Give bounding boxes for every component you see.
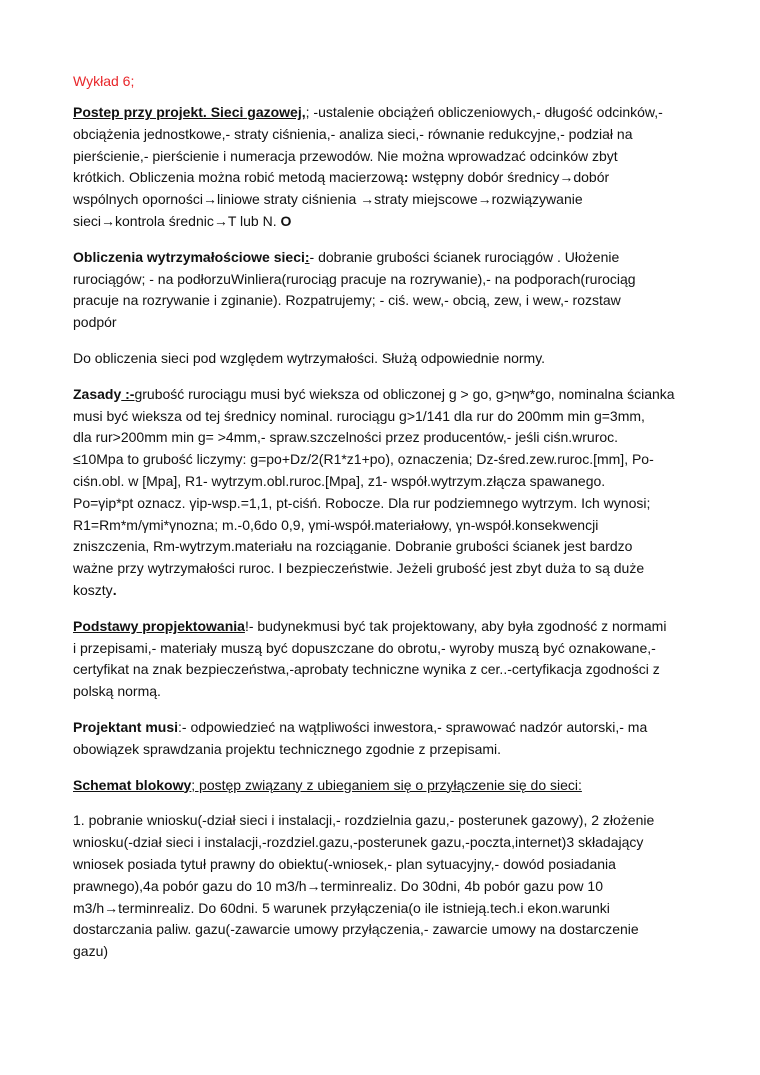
heading-rules: Zasady (73, 385, 122, 402)
paragraph-block-scheme: Schemat blokowy; postęp związany z ubieganiem się o przyłączenie się do sieci: (73, 776, 582, 793)
paragraph-design-basis: Podstawy propjektowania!- budynekmusi być tak projektowany, aby była zgodność z normami i przepisami,- materiały muszą być dopuszczane do obrotu,- wyroby muszą być oznakowane,- certyfikat na znak bezpieczeństwa,-aprobaty techniczne wynika z cer..-certyfikacja zgodności z polską normą. (73, 617, 667, 700)
document-body (73, 70, 691, 977)
heading-strength-calculations: Obliczenia wytrzymałościowe sieci (73, 248, 305, 265)
paragraph-gas-network-design: Postep przy projekt. Sieci gazowej,; -ustalenie obciążeń obliczeniowych,- długość odcinków,- obciążenia jednostkowe,- straty ciśnienia,- analiza sieci,- równanie redukcyjne,- podział na pierścienie,- pierścienie i numeracja przewodów. Nie można wprowadzać odcinków zbyt krótkich. Obliczenia można robić metodą macierzową: wstępny dobór średnicy→dobór wspólnych oporności→liniowe straty ciśnienia →straty miejscowe→rozwiązywanie sieci→kontrola średnic→T lub N. O (73, 104, 663, 229)
heading-designer-duties: Projektant musi (73, 718, 179, 735)
paragraph-strength-calculations: Obliczenia wytrzymałościowe sieci:- dobranie grubości ścianek rurociągów . Ułożenie rurociągów; - na podłorzuWinliera(rurociąg pracuje na rozrywanie),- na podporach(rurociąg pracuje na rozrywanie i zginanie). Rozpatrujemy; - ciś. wew,- obcią, zew, i wew,- rozstaw podpór (73, 248, 636, 331)
paragraph-designer-duties: Projektant musi:- odpowiedzieć na wątpliwości inwestora,- sprawować nadzór autorski,- ma obowiązek sprawdzania projektu technicznego zgodnie z przepisami. (73, 718, 648, 757)
heading-design-basis: Podstawy propjektowania (73, 617, 245, 634)
heading-block-scheme: Schemat blokowy (73, 776, 192, 793)
paragraph-connection-steps: 1. pobranie wniosku(-dział sieci i instalacji,- rozdzielnia gazu,- posterunek gazowy), 2 złożenie wniosku(-dział sieci i instalacji,-rozdziel.gazu,-posterunek gazu,-poczta,internet)3 składający wniosek posiada tytuł prawny do obiektu(-wniosek,- plan sytuacyjny,- dowód posiadania prawnego),4a pobór gazu do 10 m3/h→terminrealiz. Do 30dni, 4b pobór gazu pow 10 m3/h→terminrealiz. Do 60dni. 5 warunek przyłączenia(o ile istnieją.tech.i ekon.warunki dostarczania paliw. gazu(-zawarcie umowy przyłączenia,- zawarcie umowy na dostarczenie gazu) (73, 812, 655, 960)
heading-gas-network-design: Postep przy projekt. Sieci gazowej, (73, 104, 306, 120)
paragraph-rules: Zasady :-grubość rurociągu musi być wieksza od obliczonej g > go, g>ηw*go, nominalna ścianka musi być wieksza od tej średnicy nominal. rurociągu g>1/141 dla rur do 200mm min g=3mm, dla rur>200mm min g= >4mm,- spraw.szczelności przez producentów,- jeśli ciśn.wruroc. ≤10Mpa to grubość liczymy: g=po+Dz/2(R1*z1+po), oznaczenia; Dz-śred.zew.ruroc.[mm], Po- ciśn.obl. w [Mpa], R1- wytrzym.obl.ruroc.[Mpa], z1- współ.wytrzym.złącza spawanego. Po=γip*pt oznacz. γip-wsp.=1,1, pt-ciśń. Robocze. Dla rur podziemnego wytrzym. Ich wynosi; R1=Rm*m/γmi*γnozna; m.-0,6do 0,9, γmi-współ.materiałowy, γn-współ.konsekwencji zniszczenia, Rm-wytrzym.materiału na rozciąganie. Dobranie grubości ścianek jest bardzo ważne przy wytrzymałości ruroc. I bezpieczeństwie. Jeżeli grubość jest zbyt duża to są duże koszty. (73, 385, 675, 598)
paragraph-norms: Do obliczenia sieci pod względem wytrzymałości. Służą odpowiednie normy. (73, 349, 546, 366)
lecture-title: Wykład 6; (73, 73, 135, 89)
